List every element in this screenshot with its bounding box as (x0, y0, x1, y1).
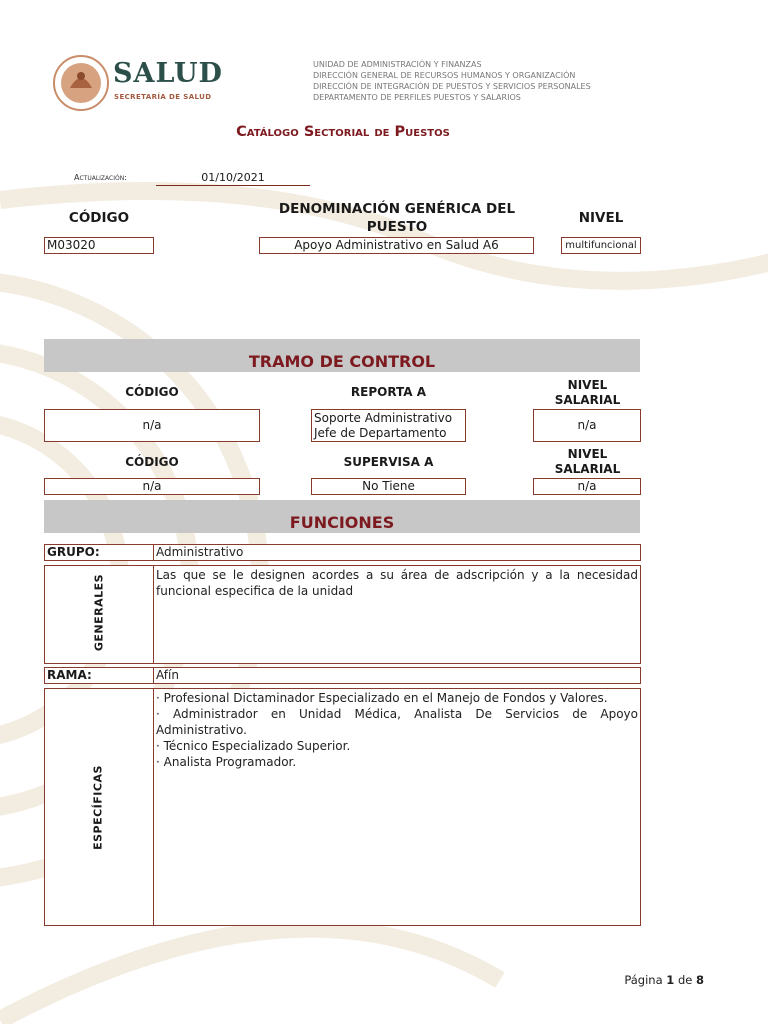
supervisa-header: SUPERVISA A (343, 455, 434, 469)
funciones-section-header: FUNCIONES (44, 500, 640, 533)
of-word: de (677, 973, 693, 987)
org-line: DIRECCIÓN DE INTEGRACIÓN DE PUESTOS Y SERVICIOS PERSONALES (313, 82, 591, 91)
position-name-header: DENOMINACIÓN GENÉRICA DEL PUESTO (278, 201, 516, 235)
code-header: CÓDIGO (68, 210, 130, 226)
tramo-code-header-2: CÓDIGO (125, 455, 179, 469)
especifica-item: · Administrador en Unidad Médica, Analista De Servicios de Apoyo Administrativo. (156, 707, 638, 737)
reporta-header: REPORTA A (350, 385, 427, 399)
page-total: 8 (695, 973, 704, 987)
especificas-label-cell (44, 688, 154, 926)
level-header: NIVEL (578, 210, 624, 226)
supervisa-value: No Tiene (311, 478, 466, 495)
reporta-line: Soporte Administrativo (314, 411, 453, 425)
logo-wordmark: SALUD (113, 58, 223, 89)
generales-label-cell (44, 565, 154, 664)
reporta-line: Jefe de Departamento (314, 426, 447, 440)
rama-value: Afín (153, 667, 641, 684)
tramo-code-header: CÓDIGO (125, 385, 179, 399)
grupo-value: Administrativo (153, 544, 641, 561)
reporta-value (311, 409, 466, 442)
reporta-nivel: n/a (533, 409, 641, 442)
supervisa-nivel: n/a (533, 478, 641, 495)
especifica-item: · Analista Programador. (156, 755, 297, 769)
reporta-code: n/a (44, 409, 260, 442)
org-line: DIRECCIÓN GENERAL DE RECURSOS HUMANOS Y ORGANIZACIÓN (313, 71, 576, 80)
supervisa-code: n/a (44, 478, 260, 495)
page-word: Página (624, 973, 663, 987)
generales-label: GENERALES (92, 573, 106, 652)
position-level: multifuncional (561, 237, 641, 254)
page-footer (624, 973, 704, 987)
especifica-item: · Técnico Especializado Superior. (156, 739, 351, 753)
especificas-value (153, 688, 641, 926)
document-title: Catálogo Sectorial de Puestos (236, 124, 450, 140)
org-line: UNIDAD DE ADMINISTRACIÓN Y FINANZAS (313, 60, 482, 69)
especifica-item: · Profesional Dictaminador Especializado en el Manejo de Fondos y Valores. (156, 691, 608, 705)
update-label: Actualización: (74, 173, 127, 182)
generales-value: Las que se le designen acordes a su área de adscripción y a la necesidad funcional especifica de la unidad (153, 565, 641, 664)
page-number: 1 (666, 973, 675, 987)
nivel-salarial-header-2: NIVEL SALARIAL (554, 447, 621, 476)
org-line: DEPARTAMENTO DE PERFILES PUESTOS Y SALARIOS (313, 93, 521, 102)
especificas-label: ESPECÍFICAS (91, 765, 105, 850)
rama-label: RAMA: (44, 667, 154, 684)
logo-subtitle: SECRETARÍA DE SALUD (114, 93, 212, 101)
update-date: 01/10/2021 (156, 171, 310, 186)
salud-emblem-icon (52, 54, 110, 112)
nivel-salarial-header: NIVEL SALARIAL (554, 378, 621, 407)
position-code: M03020 (44, 237, 154, 254)
org-header (313, 59, 591, 103)
position-name: Apoyo Administrativo en Salud A6 (259, 237, 534, 254)
grupo-label: GRUPO: (44, 544, 154, 561)
tramo-section-header: TRAMO DE CONTROL (44, 339, 640, 372)
